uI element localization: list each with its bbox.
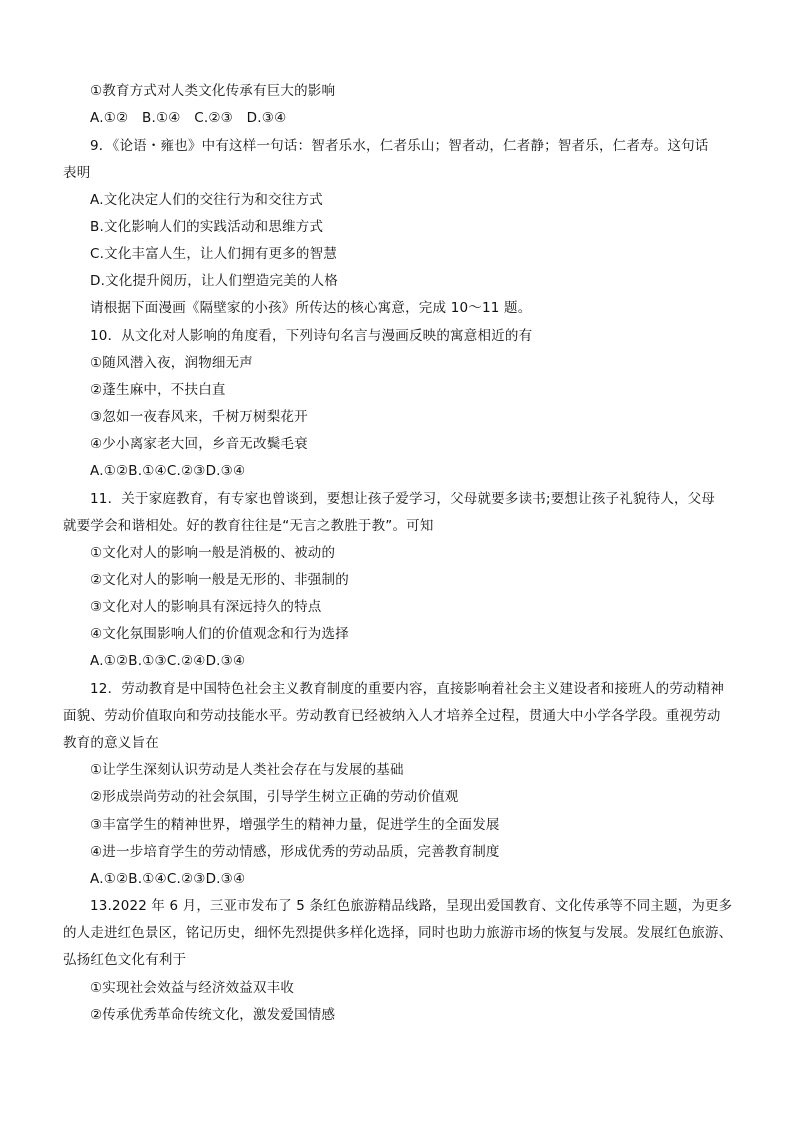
option-text: ①实现社会效益与经济效益双丰收 — [90, 980, 295, 996]
option-text: ①让学生深刻认识劳动是人类社会存在与发展的基础 — [90, 762, 404, 778]
option-text: ②传承优秀革命传统文化，激发爱国情感 — [90, 1007, 336, 1023]
answer-choices: A.①②B.①④C.②③D.③④ — [90, 463, 246, 479]
answer-choices: A.①② B.①④ C.②③ D.③④ — [90, 110, 287, 126]
question-13-stem: 13.2022 年 6 月，三亚市发布了 5 条红色旅游精品线路，呈现出爱国教育、文化传承等不同主题，为更多 — [90, 898, 733, 914]
option-text: ①文化对人的影响一般是消极的、被动的 — [90, 545, 336, 561]
choice-a: A.文化决定人们的交往行为和交往方式 — [90, 192, 323, 208]
choice-c: C.文化丰富人生，让人们拥有更多的智慧 — [90, 246, 338, 262]
question-13-stem-cont: 弘扬红色文化有利于 — [63, 952, 187, 968]
option-text: ④文化氛围影响人们的价值观念和行为选择 — [90, 626, 349, 642]
instruction-text: 请根据下面漫画《隔壁家的小孩》所传达的核心寓意，完成 10～11 题。 — [90, 300, 532, 316]
option-text: ②文化对人的影响一般是无形的、非强制的 — [90, 572, 349, 588]
choice-b: B.文化影响人们的实践活动和思维方式 — [90, 219, 324, 235]
option-text: ②形成崇尚劳动的社会氛围，引导学生树立正确的劳动价值观 — [90, 789, 459, 805]
question-12-stem-cont: 面貌、劳动价值取向和劳动技能水平。劳动教育已经被纳入人才培养全过程，贯通大中小学各学段。重视劳动 — [63, 708, 721, 724]
question-9-stem-cont: 表明 — [63, 165, 91, 181]
question-9-stem: 9．《论语・雍也》中有这样一句话：智者乐水，仁者乐山；智者动，仁者静；智者乐，仁者寿。这句话 — [90, 138, 709, 154]
option-text: ③忽如一夜春风来，千树万树梨花开 — [90, 409, 308, 425]
option-text: ③丰富学生的精神世界，增强学生的精神力量，促进学生的全面发展 — [90, 817, 500, 833]
option-text: ②蓬生麻中，不扶白直 — [90, 382, 226, 398]
question-12-stem: 12．劳动教育是中国特色社会主义教育制度的重要内容，直接影响着社会主义建设者和接班人的劳动精神 — [90, 681, 725, 697]
question-11-stem-cont: 就要学会和谐相处。好的教育往往是“无言之教胜于教”。可知 — [63, 518, 434, 534]
answer-choices: A.①②B.①③C.②④D.③④ — [90, 653, 246, 669]
question-12-stem-cont: 教育的意义旨在 — [63, 735, 159, 751]
option-text: ①随风潜入夜，润物细无声 — [90, 355, 254, 371]
option-text: ④进一步培育学生的劳动情感，形成优秀的劳动品质，完善教育制度 — [90, 844, 500, 860]
choice-d: D.文化提升阅历，让人们塑造完美的人格 — [90, 273, 338, 289]
option-text: ④少小离家老大回，乡音无改鬓毛衰 — [90, 436, 308, 452]
question-13-stem-cont: 的人走进红色景区，铭记历史，细怀先烈提供多样化选择，同时也助力旅游市场的恢复与发展。发展红色旅游、 — [63, 925, 733, 941]
answer-choices: A.①②B.①④C.②③D.③④ — [90, 871, 246, 887]
question-10-stem: 10．从文化对人影响的角度看，下列诗句名言与漫画反映的寓意相近的有 — [90, 328, 533, 344]
option-text: ①教育方式对人类文化传承有巨大的影响 — [90, 83, 336, 99]
question-11-stem: 11．关于家庭教育，有专家也曾谈到，要想让孩子爱学习，父母就要多读书;要想让孩子礼貌待人，父母 — [90, 491, 716, 507]
option-text: ③文化对人的影响具有深远持久的特点 — [90, 599, 322, 615]
